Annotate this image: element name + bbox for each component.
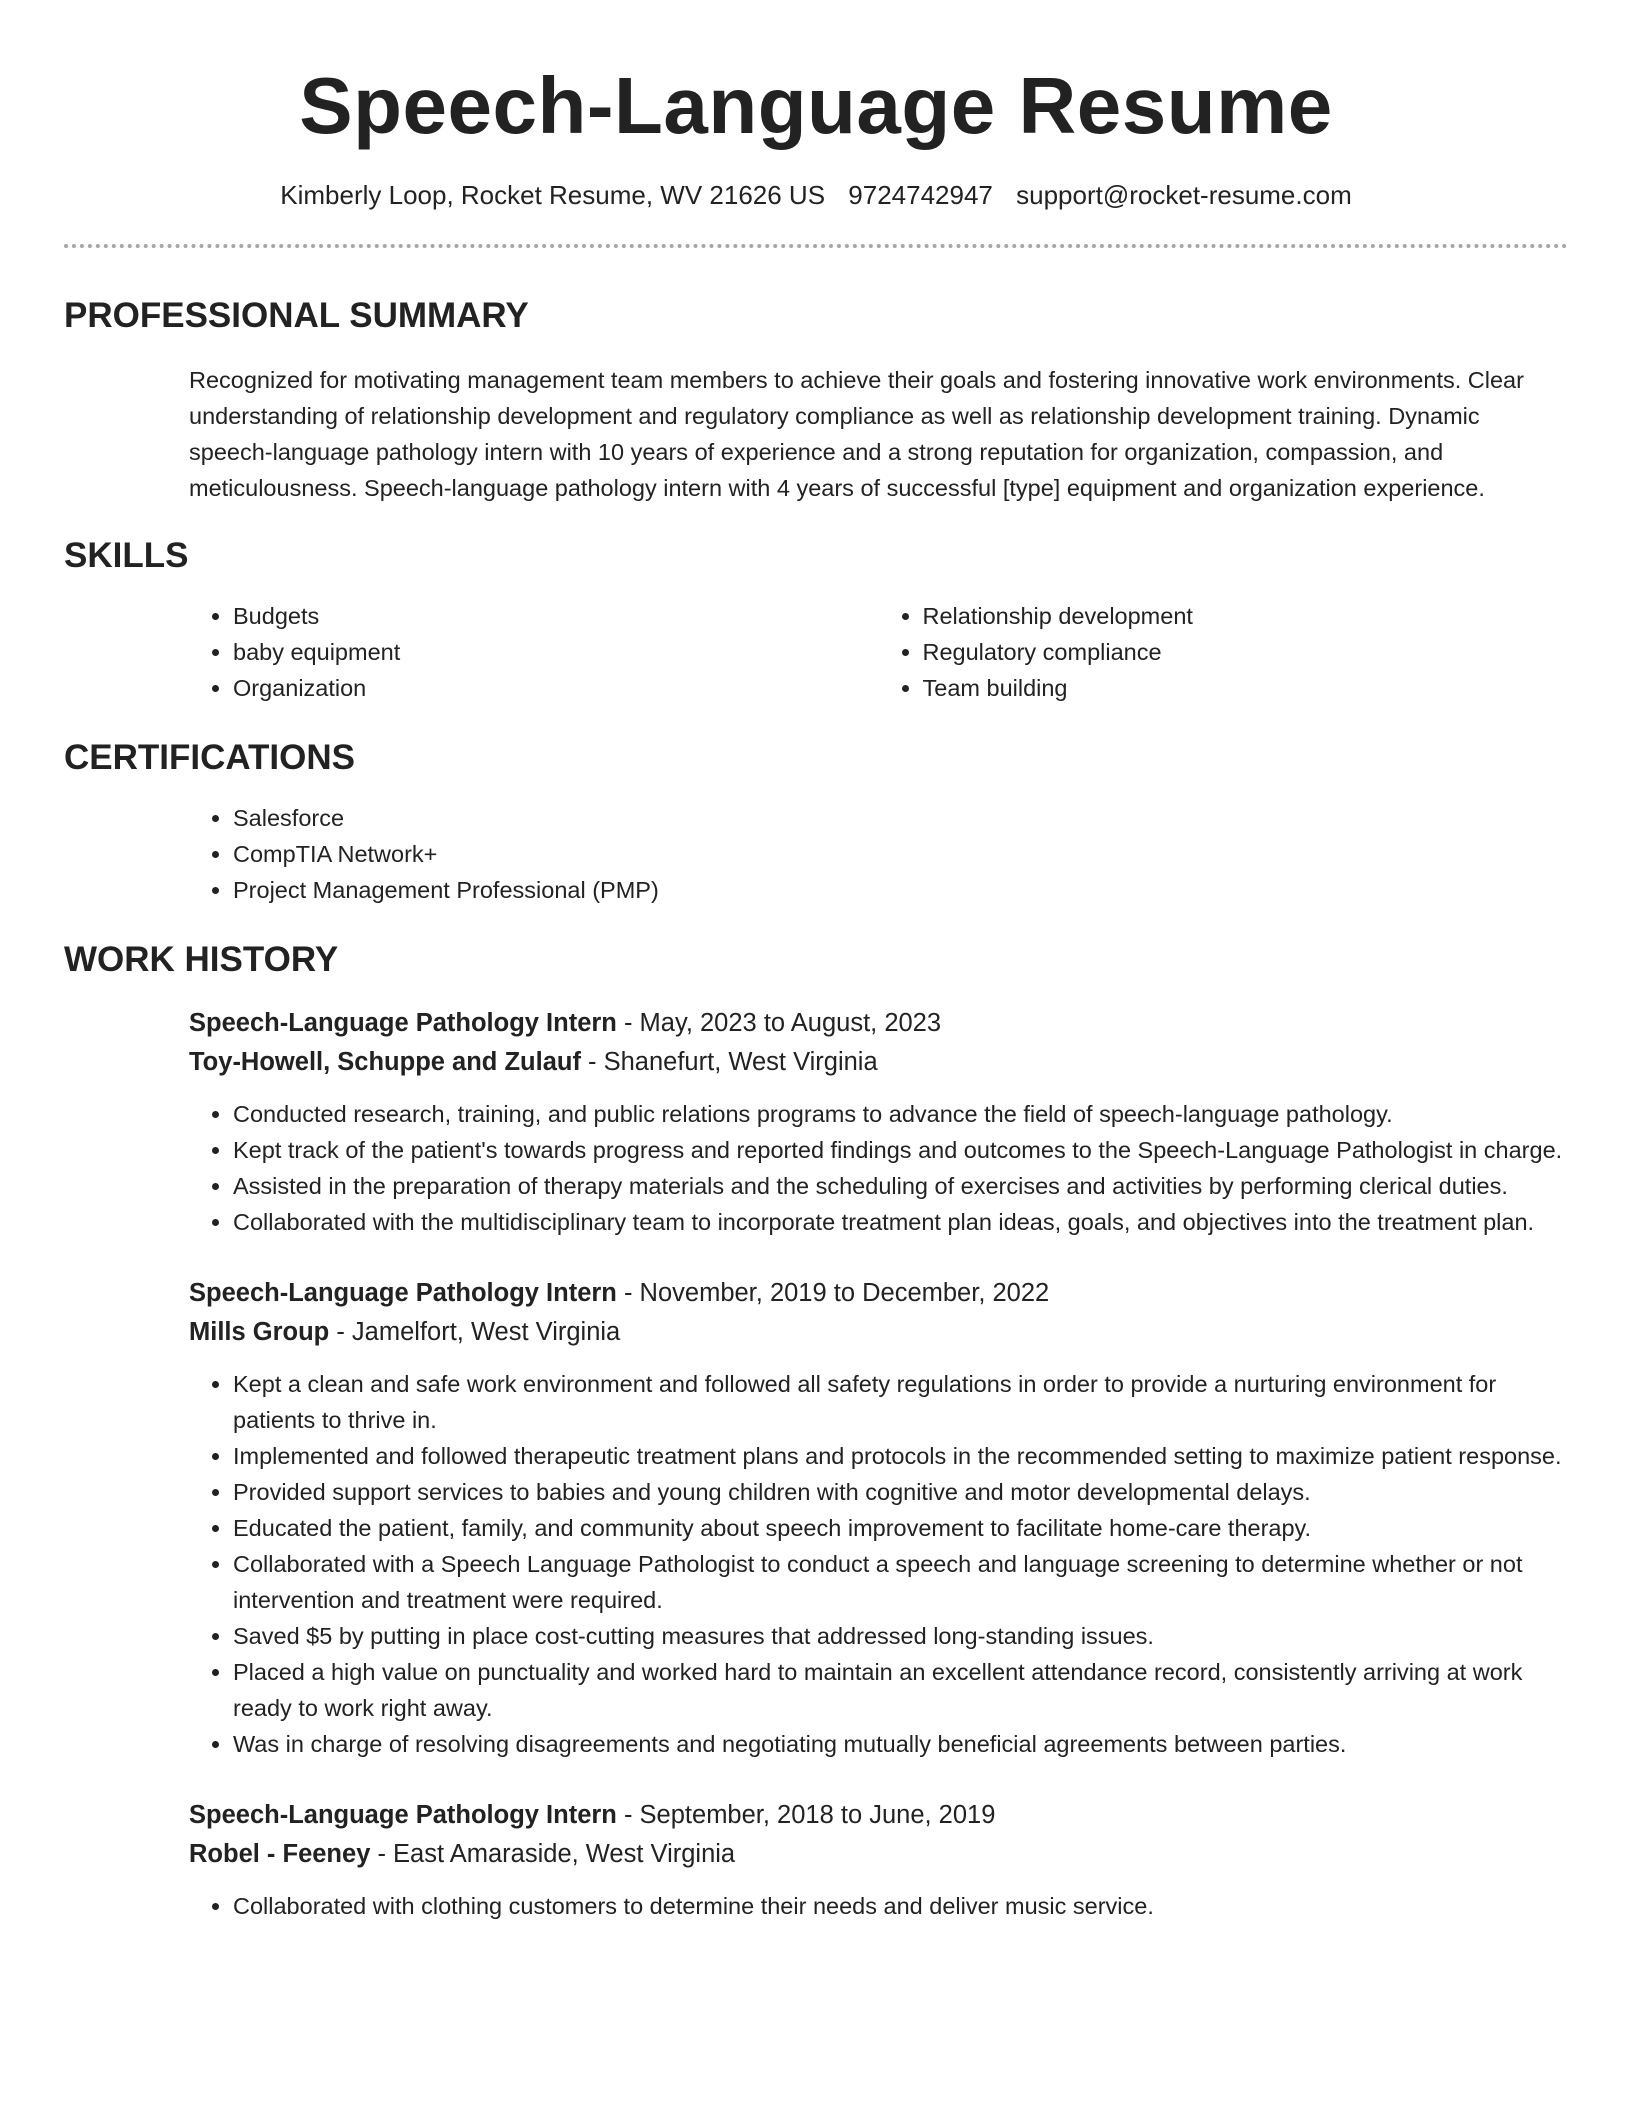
job-entry	[189, 1796, 1568, 1924]
skill-item: • Regulatory compliance	[923, 634, 1569, 670]
certification-item: • Salesforce	[233, 800, 1568, 836]
resume-page	[64, 0, 1568, 1924]
job-title-line	[189, 1004, 1568, 1043]
skills-grid	[189, 598, 1568, 706]
header-divider	[64, 244, 1568, 248]
certification-item: • CompTIA Network+	[233, 836, 1568, 872]
job-location: - Jamelfort, West Virginia	[329, 1318, 621, 1346]
work-history-heading: WORK HISTORY	[64, 940, 339, 979]
contact-line	[64, 178, 1568, 212]
certifications-heading: CERTIFICATIONS	[64, 738, 356, 777]
job-bullet: • Was in charge of resolving disagreements and negotiating mutually beneficial agreements between parties.	[233, 1726, 1568, 1762]
job-title-line	[189, 1274, 1568, 1313]
job-company-line	[189, 1043, 1568, 1082]
job-company: Robel - Feeney	[189, 1840, 371, 1868]
job-bullets	[189, 1888, 1568, 1924]
job-dates: - May, 2023 to August, 2023	[616, 1009, 942, 1037]
job-location: - Shanefurt, West Virginia	[580, 1048, 878, 1076]
skills-list-right	[879, 598, 1569, 706]
job-bullet: • Kept track of the patient's towards progress and reported findings and outcomes to the Speech-Language Pathologist in charge.	[233, 1132, 1568, 1168]
job-bullet: • Collaborated with clothing customers to determine their needs and deliver music service.	[233, 1888, 1568, 1924]
skill-item: • Relationship development	[923, 598, 1569, 634]
job-bullet: • Implemented and followed therapeutic treatment plans and protocols in the recommended setting to maximize patient response.	[233, 1438, 1568, 1474]
summary-heading: PROFESSIONAL SUMMARY	[64, 296, 529, 335]
certifications-list	[189, 800, 1568, 908]
job-company-line	[189, 1313, 1568, 1352]
job-dates: - September, 2018 to June, 2019	[616, 1801, 996, 1829]
job-company: Mills Group	[189, 1318, 330, 1346]
skills-heading: SKILLS	[64, 536, 189, 575]
job-bullet: • Kept a clean and safe work environment and followed all safety regulations in order to provide a nurturing environment for patients to thrive in.	[233, 1366, 1568, 1438]
job-location: - East Amaraside, West Virginia	[370, 1840, 736, 1868]
job-bullet: • Saved $5 by putting in place cost-cutting measures that addressed long-standing issues.	[233, 1618, 1568, 1654]
job-title: Speech-Language Pathology Intern	[189, 1279, 617, 1307]
summary-text: Recognized for motivating management team members to achieve their goals and fostering innovative work environments. Clear understanding of relationship development and regulatory compliance as well as relationship development training. Dynamic speech-language pathology intern with 10 years of experience and a strong reputation for organization, compassion, and meticulousness. Speech-language pathology intern with 4 years of successful [type] equipment and organization experience.	[189, 367, 1524, 501]
job-bullets	[189, 1096, 1568, 1240]
job-entry	[189, 1274, 1568, 1762]
job-title-line	[189, 1796, 1568, 1835]
job-bullet: • Placed a high value on punctuality and worked hard to maintain an excellent attendance record, consistently arriving at work ready to work right away.	[233, 1654, 1568, 1726]
job-bullet: • Collaborated with a Speech Language Pathologist to conduct a speech and language screening to determine whether or not intervention and treatment were required.	[233, 1546, 1568, 1618]
job-bullet: • Conducted research, training, and public relations programs to advance the field of speech-language pathology.	[233, 1096, 1568, 1132]
job-bullet: • Educated the patient, family, and community about speech improvement to facilitate home-care therapy.	[233, 1510, 1568, 1546]
job-dates: - November, 2019 to December, 2022	[616, 1279, 1050, 1307]
job-bullet: • Provided support services to babies and young children with cognitive and motor developmental delays.	[233, 1474, 1568, 1510]
contact-address: Kimberly Loop, Rocket Resume, WV 21626 US	[280, 180, 826, 210]
resume-title: Speech-Language Resume	[299, 61, 1333, 150]
skill-item: • baby equipment	[233, 634, 879, 670]
certifications-body	[189, 800, 1568, 908]
job-bullet: • Assisted in the preparation of therapy materials and the scheduling of exercises and activities by performing clerical duties.	[233, 1168, 1568, 1204]
job-title: Speech-Language Pathology Intern	[189, 1801, 617, 1829]
skill-item: • Budgets	[233, 598, 879, 634]
job-company-line	[189, 1835, 1568, 1874]
job-company: Toy-Howell, Schuppe and Zulauf	[189, 1048, 581, 1076]
job-title: Speech-Language Pathology Intern	[189, 1009, 617, 1037]
skills-list-left	[189, 598, 879, 706]
job-bullet: • Collaborated with the multidisciplinary team to incorporate treatment plan ideas, goals, and objectives into the treatment plan.	[233, 1204, 1568, 1240]
job-entry	[189, 1004, 1568, 1240]
skill-item: • Organization	[233, 670, 879, 706]
certification-item: • Project Management Professional (PMP)	[233, 872, 1568, 908]
skill-item: • Team building	[923, 670, 1569, 706]
job-bullets	[189, 1366, 1568, 1762]
contact-email: support@rocket-resume.com	[1016, 180, 1352, 210]
contact-phone: 9724742947	[848, 180, 993, 210]
